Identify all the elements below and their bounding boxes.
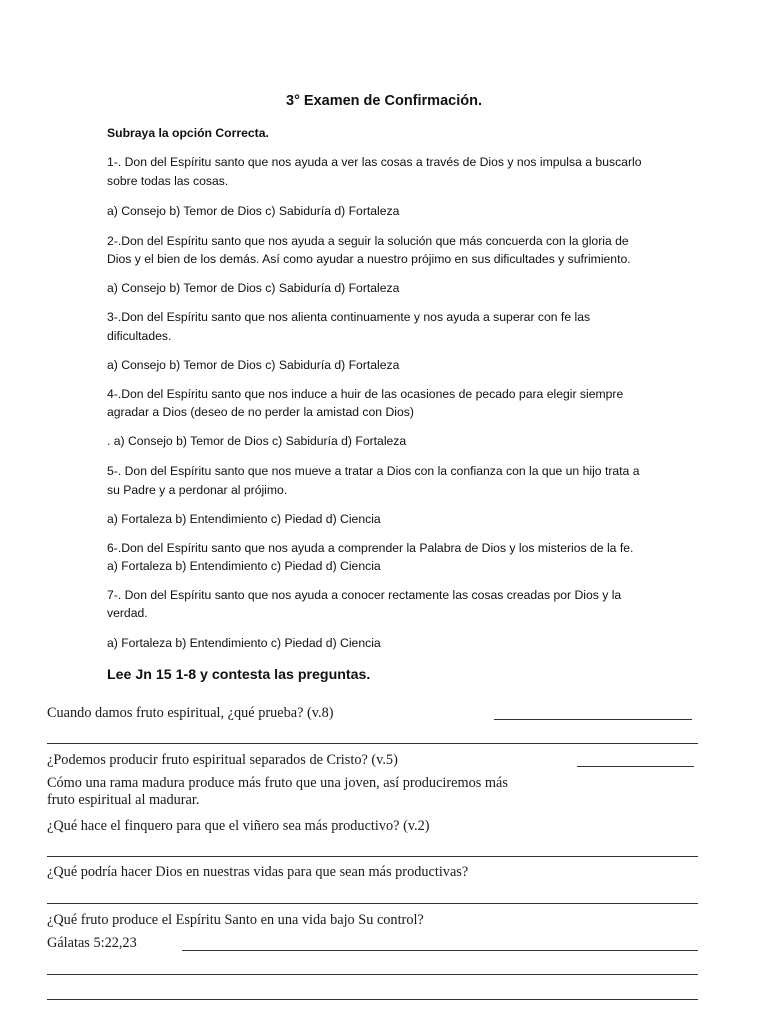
q7-options: a) Fortaleza b) Entendimiento c) Piedad d) Ciencia bbox=[107, 636, 381, 650]
q5-options: a) Fortaleza b) Entendimiento c) Piedad d) Ciencia bbox=[107, 512, 381, 526]
q4-options: . a) Consejo b) Temor de Dios c) Sabiduría d) Fortaleza bbox=[107, 434, 407, 448]
answer-line-b bbox=[577, 766, 694, 767]
q4-text-line2: agradar a Dios (deseo de no perder la amistad con Dios) bbox=[107, 405, 414, 419]
question-f: ¿Qué fruto produce el Espíritu Santo en una vida bajo Su control? bbox=[47, 912, 424, 928]
answer-line-e bbox=[47, 903, 698, 904]
answer-line-a bbox=[494, 719, 692, 720]
q7-text-line2: verdad. bbox=[107, 606, 148, 620]
q6-options: a) Fortaleza b) Entendimiento c) Piedad d) Ciencia bbox=[107, 559, 381, 573]
q4-text-line1: 4-.Don del Espíritu santo que nos induce a huir de las ocasiones de pecado para elegir siempre bbox=[107, 387, 624, 401]
instruction: Subraya la opción Correcta. bbox=[107, 126, 269, 140]
q3-text-line2: dificultades. bbox=[107, 329, 172, 343]
q1-text-line2: sobre todas las cosas. bbox=[107, 174, 229, 188]
q2-options: a) Consejo b) Temor de Dios c) Sabiduría d) Fortaleza bbox=[107, 281, 400, 295]
exam-title: 3° Examen de Confirmación. bbox=[286, 93, 482, 109]
question-d: ¿Qué hace el finquero para que el viñero sea más productivo? (v.2) bbox=[47, 818, 430, 834]
q1-text-line1: 1-. Don del Espíritu santo que nos ayuda a ver las cosas a través de Dios y nos impulsa a buscarlo bbox=[107, 155, 642, 169]
q5-text-line1: 5-. Don del Espíritu santo que nos mueve a tratar a Dios con la confianza con la que un hijo trata a bbox=[107, 464, 640, 478]
question-c-line1: Cómo una rama madura produce más fruto que una joven, así produciremos más bbox=[47, 775, 508, 791]
section2-heading: Lee Jn 15 1-8 y contesta las preguntas. bbox=[107, 667, 371, 683]
question-g: Gálatas 5:22,23 bbox=[47, 935, 137, 951]
answer-line-g3 bbox=[47, 999, 698, 1000]
answer-line-g bbox=[182, 950, 698, 951]
answer-line-d bbox=[47, 856, 698, 857]
q7-text-line1: 7-. Don del Espíritu santo que nos ayuda a conocer rectamente las cosas creadas por Dios y la bbox=[107, 588, 622, 602]
question-b: ¿Podemos producir fruto espiritual separados de Cristo? (v.5) bbox=[47, 752, 398, 768]
q2-text-line2: Dios y el bien de los demás. Así como ayudar a nuestro prójimo en sus dificultades y sufrimiento. bbox=[107, 252, 631, 266]
question-e: ¿Qué podría hacer Dios en nuestras vidas para que sean más productivas? bbox=[47, 864, 469, 880]
question-c-line2: fruto espiritual al madurar. bbox=[47, 792, 200, 808]
q5-text-line2: su Padre y a perdonar al prójimo. bbox=[107, 483, 288, 497]
question-a: Cuando damos fruto espiritual, ¿qué prueba? (v.8) bbox=[47, 705, 334, 721]
answer-line-g2 bbox=[47, 974, 698, 975]
q2-text-line1: 2-.Don del Espíritu santo que nos ayuda a seguir la solución que más concuerda con la gloria de bbox=[107, 234, 629, 248]
answer-line-a2 bbox=[47, 743, 698, 744]
q1-options: a) Consejo b) Temor de Dios c) Sabiduría d) Fortaleza bbox=[107, 204, 400, 218]
q3-options: a) Consejo b) Temor de Dios c) Sabiduría d) Fortaleza bbox=[107, 358, 400, 372]
q3-text-line1: 3-.Don del Espíritu santo que nos alienta continuamente y nos ayuda a superar con fe las bbox=[107, 310, 591, 324]
q6-text-line1: 6-.Don del Espíritu santo que nos ayuda a comprender la Palabra de Dios y los misterios de la fe. bbox=[107, 541, 634, 555]
